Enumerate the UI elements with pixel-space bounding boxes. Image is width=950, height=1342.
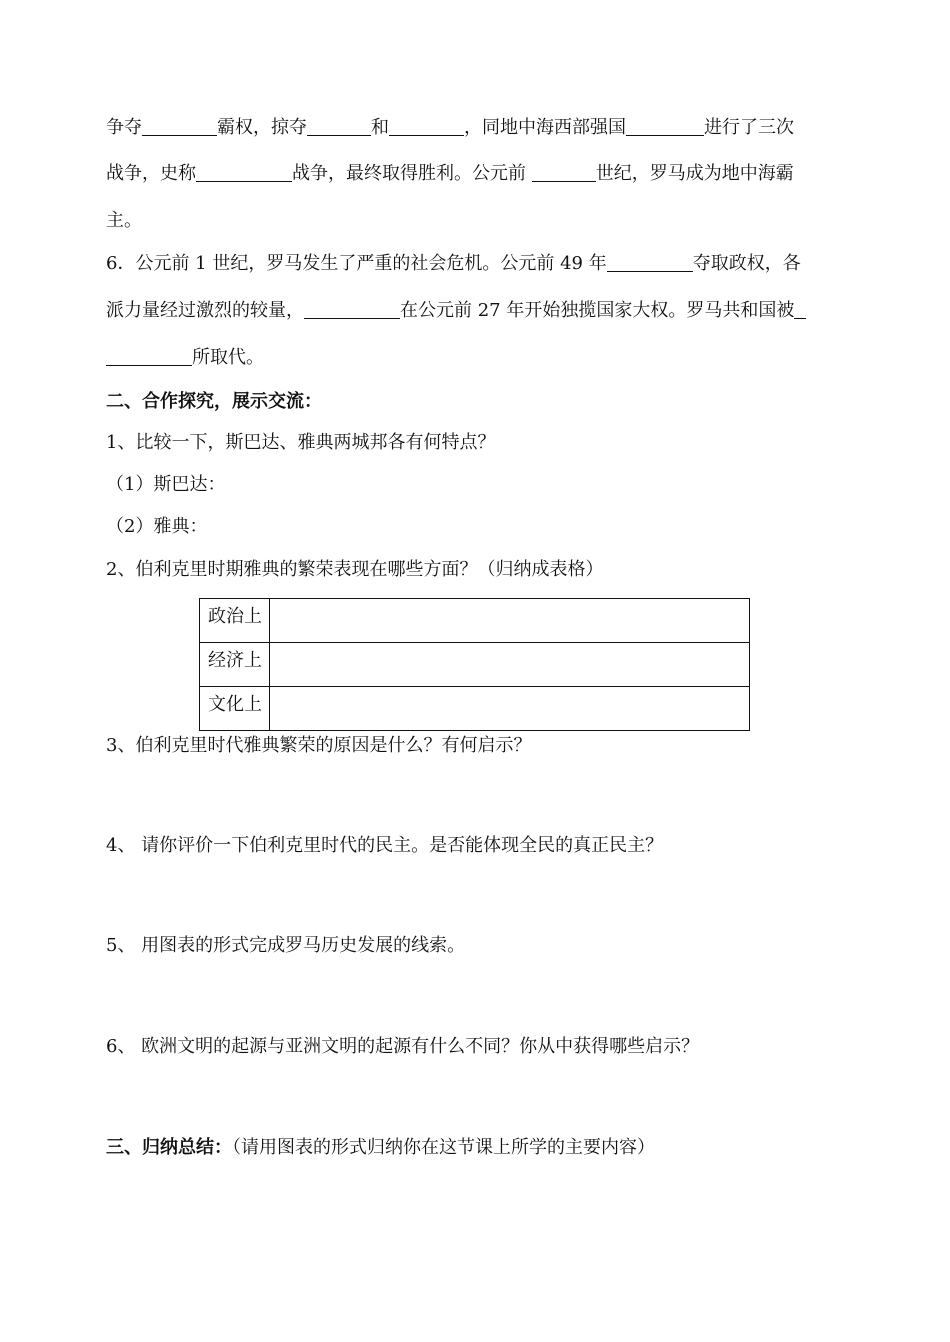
q5-text: 和 xyxy=(371,117,389,138)
q5-text: ，同地中海西部强国 xyxy=(464,117,626,138)
q5-line-1 xyxy=(106,116,794,140)
fill-blank[interactable] xyxy=(532,163,596,182)
fill-blank[interactable] xyxy=(607,253,693,272)
section-2-heading: 二、合作探究，展示交流： xyxy=(106,391,322,412)
prosperity-table xyxy=(199,598,750,731)
fill-blank[interactable] xyxy=(389,117,464,136)
q6-text: 在公元前 27 年开始独揽国家大权。罗马共和国被 xyxy=(400,300,795,321)
fill-blank[interactable] xyxy=(626,117,704,136)
q5-text: 争夺 xyxy=(106,117,142,138)
row-label-culture: 文化上 xyxy=(200,687,270,731)
s2-question-4: 4、 请你评价一下伯利克里时代的民主。是否能体现全民的真正民主？ xyxy=(106,835,664,856)
section-3-note: （请用图表的形式归纳你在这节课上所学的主要内容） xyxy=(232,1137,655,1158)
q5-text: 战争，史称 xyxy=(106,163,196,184)
fill-blank[interactable] xyxy=(142,117,217,136)
fill-blank[interactable] xyxy=(307,117,371,136)
q6-line-1 xyxy=(106,252,801,276)
q5-text: 进行了三次 xyxy=(704,117,794,138)
s2-question-1a: （1）斯巴达： xyxy=(106,474,226,495)
q5-text: 战争，最终取得胜利。公元前 xyxy=(292,163,526,184)
table-row xyxy=(200,643,750,687)
q6-text: 6．公元前 1 世纪，罗马发生了严重的社会危机。公元前 49 年 xyxy=(106,253,607,274)
answer-cell[interactable] xyxy=(270,687,750,731)
row-label-politics: 政治上 xyxy=(200,599,270,643)
q6-text: 派力量经过激烈的较量， xyxy=(106,300,304,321)
section-3-heading xyxy=(106,1136,655,1160)
q6-line-2 xyxy=(106,299,806,323)
q5-line-3: 主。 xyxy=(106,210,142,231)
fill-blank[interactable] xyxy=(304,300,400,319)
table-row xyxy=(200,599,750,643)
table-row xyxy=(200,687,750,731)
fill-blank[interactable] xyxy=(794,300,806,319)
q6-text: 所取代。 xyxy=(192,347,264,368)
s2-question-1: 1、比较一下，斯巴达、雅典两城邦各有何特点？ xyxy=(106,432,496,453)
s2-question-1b: （2）雅典： xyxy=(106,516,208,537)
fill-blank[interactable] xyxy=(196,163,292,182)
q6-text: 夺取政权，各 xyxy=(692,253,801,274)
row-label-economy: 经济上 xyxy=(200,643,270,687)
fill-blank[interactable] xyxy=(106,347,192,366)
q6-line-3 xyxy=(106,346,264,370)
s2-question-2: 2、伯利克里时期雅典的繁荣表现在哪些方面？（归纳成表格） xyxy=(106,559,604,580)
q5-line-2 xyxy=(106,162,794,186)
answer-cell[interactable] xyxy=(270,643,750,687)
s2-question-3: 3、伯利克里时代雅典繁荣的原因是什么？有何启示？ xyxy=(106,735,532,756)
answer-cell[interactable] xyxy=(270,599,750,643)
q5-text: 世纪，罗马成为地中海霸 xyxy=(595,163,794,184)
section-3-title: 三、归纳总结： xyxy=(106,1137,232,1158)
q5-text: 霸权，掠夺 xyxy=(217,117,307,138)
s2-question-5: 5、 用图表的形式完成罗马历史发展的线索。 xyxy=(106,935,466,956)
s2-question-6: 6、 欧洲文明的起源与亚洲文明的起源有什么不同？你从中获得哪些启示？ xyxy=(106,1036,700,1057)
